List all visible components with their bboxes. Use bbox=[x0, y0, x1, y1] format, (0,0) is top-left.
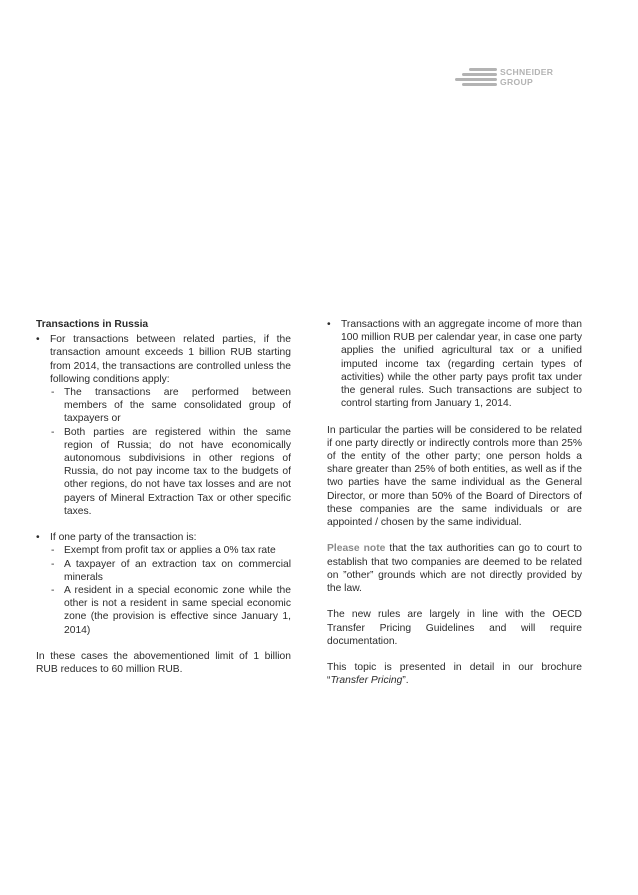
left-bullet-list bbox=[36, 333, 291, 637]
brochure-suffix: ”. bbox=[402, 675, 409, 687]
brochure-prefix: This topic is presented in detail in our brochure “ bbox=[327, 662, 582, 687]
please-note-text: that the tax authorities can go to court to establish that two companies are deemed to be related on ”other” grounds which are not directly provided by the law. bbox=[327, 543, 583, 595]
sub-item: - Both parties are registered within the same region of Russia; do not have economically autonomous subdivisions in other regions of Russia, do not pay income tax to the budgets of other regions, do not have tax losses and are not payers of Mineral Extraction Tax or other specific taxes. bbox=[50, 426, 291, 518]
logo-text bbox=[500, 68, 553, 87]
closing-paragraph: In these cases the abovementioned limit of 1 billion RUB reduces to 60 million RUB. bbox=[36, 651, 291, 676]
section-heading: Transactions in Russia bbox=[36, 319, 149, 330]
bullet-1-text: For transactions between related parties, if the transaction amount exceeds 1 billion RUB starting from 2014, the transactions are controlled unless the following conditions apply: bbox=[50, 334, 291, 385]
logo-line-1: SCHNEIDER bbox=[500, 67, 554, 77]
related-parties-paragraph: In particular the parties will be considered to be related if one party directly or indirectly controls more than 25% of the entity of the other party; one person holds a share greater than 25% of both entities, as well as if the two parties have the same individual as the General Director, or more than 50% of the Board of Directors of these companies are the same individuals or are appointed / chosen by the same individual. bbox=[327, 424, 582, 529]
logo-line-2: GROUP bbox=[500, 76, 534, 87]
brochure-paragraph bbox=[327, 661, 582, 687]
right-column bbox=[327, 318, 582, 701]
sub-item: - Exempt from profit tax or applies a 0% tax rate bbox=[50, 544, 291, 557]
bullet-item-1 bbox=[36, 333, 291, 518]
company-logo bbox=[455, 66, 575, 90]
sub-item: - The transactions are performed between members of the same consolidated group of taxpayers or bbox=[50, 386, 291, 426]
sub-item: - A taxpayer of an extraction tax on commercial minerals bbox=[50, 558, 291, 584]
bullet-2-sublist bbox=[50, 544, 291, 636]
bullet-2-text: If one party of the transaction is: bbox=[50, 532, 197, 544]
oecd-paragraph: The new rules are largely in line with the OECD Transfer Pricing Guidelines and will require documentation. bbox=[327, 609, 582, 647]
bullet-1-sublist bbox=[50, 386, 291, 518]
right-bullet-list bbox=[327, 318, 582, 410]
please-note-label: Please note bbox=[327, 543, 386, 555]
bullet-item-2 bbox=[36, 531, 291, 637]
left-column bbox=[36, 318, 291, 690]
sub-item: - A resident in a special economic zone while the other is not a resident in same special economic zone (the provision is effective since January 1, 2014) bbox=[50, 584, 291, 637]
bullet-item-3: • Transactions with an aggregate income of more than 100 million RUB per calendar year, in case one party applies the unified agricultural tax or a unified imputed income tax (regarding certain types of activities) while the other party pays profit tax under the general rules. Such transactions are subject to control starting from January 1, 2014. bbox=[327, 318, 582, 410]
logo-mark-icon bbox=[455, 68, 497, 88]
please-note-paragraph bbox=[327, 542, 582, 595]
brochure-title: Transfer Pricing bbox=[330, 675, 403, 687]
